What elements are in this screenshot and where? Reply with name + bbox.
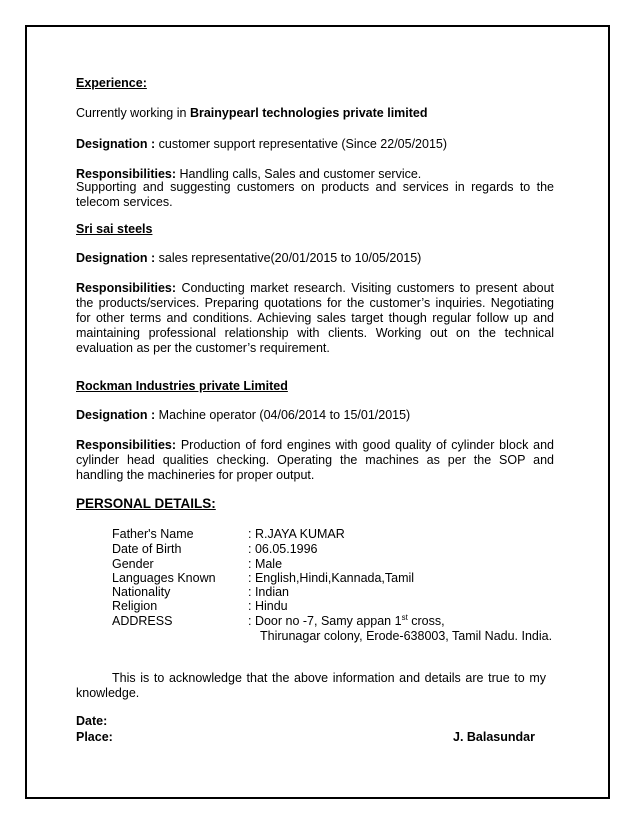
job3-company: Rockman Industries private Limited — [76, 379, 288, 393]
job2-company: Sri sai steels — [76, 222, 153, 236]
current-company: Brainypearl technologies private limited — [189, 106, 428, 120]
field-value-address — [248, 614, 445, 629]
job3-responsibilities — [76, 438, 554, 483]
address-line1: : Door no -7, Samy appan 1 — [248, 614, 402, 628]
field-label-religion: Religion — [112, 599, 158, 613]
address-line1-tail: cross, — [407, 614, 445, 628]
field-value-fathers-name: : R.JAYA KUMAR — [248, 527, 345, 541]
field-value-religion: : Hindu — [248, 599, 288, 613]
address-line2: Thirunagar colony, Erode-638003, Tamil Nadu. India. — [260, 629, 553, 643]
current-employment-line — [76, 106, 428, 121]
field-label-fathers-name: Father's Name — [112, 527, 194, 541]
job1-designation-line — [76, 137, 447, 152]
date-label: Date: — [76, 714, 108, 728]
job2-responsibilities — [76, 281, 554, 356]
field-value-dob: : 06.05.1996 — [248, 542, 318, 556]
field-value-languages: : English,Hindi,Kannada,Tamil — [248, 571, 415, 585]
designation-value: sales representative(20/01/2015 to 10/05/2015) — [158, 251, 422, 265]
responsibilities-text: Production of ford engines with good quality of cylinder block and cylinder head qualities checking. Operating the machines as per the SOP and handling the machineries for proper output. — [76, 438, 554, 482]
declaration-text: This is to acknowledge that the above information and details are true to my knowledge. — [76, 671, 546, 700]
field-label-dob: Date of Birth — [112, 542, 182, 556]
experience-heading: Experience: — [76, 76, 147, 90]
job2-designation-line — [76, 251, 421, 266]
place-label: Place: — [76, 730, 113, 744]
responsibilities-label: Responsibilities: — [76, 281, 177, 295]
current-prefix: Currently working in — [76, 106, 190, 120]
designation-label: Designation : — [76, 137, 159, 151]
job1-responsibilities-line2: Supporting and suggesting customers on products and services in regards to the telecom services. — [76, 180, 554, 209]
field-label-languages: Languages Known — [112, 571, 216, 585]
field-label-address: ADDRESS — [112, 614, 173, 628]
field-value-gender: : Male — [248, 557, 283, 571]
designation-value: customer support representative (Since 22/05/2015) — [158, 137, 448, 151]
job3-designation-line — [76, 408, 410, 423]
signature-name: J. Balasundar — [453, 730, 535, 744]
field-label-nationality: Nationality — [112, 585, 171, 599]
designation-label: Designation : — [76, 251, 159, 265]
address-superscript: st — [401, 612, 408, 622]
personal-details-heading: PERSONAL DETAILS: — [76, 496, 216, 511]
designation-value: Machine operator (04/06/2014 to 15/01/2015) — [158, 408, 411, 422]
designation-label: Designation : — [76, 408, 159, 422]
field-value-nationality: : Indian — [248, 585, 290, 599]
responsibilities-text: Handling calls, Sales and customer service. — [176, 167, 422, 181]
responsibilities-label: Responsibilities: — [76, 167, 177, 181]
responsibilities-text: Conducting market research. Visiting customers to present about the products/services. Preparing quotations for the customer’s inquiries. Negotiating for other terms and conditions. Achieving sales target though regular follow up and maintaining professional relationship with clients. Working out on the technical evaluation as per the customer’s requirement. — [76, 281, 554, 355]
field-label-gender: Gender — [112, 557, 154, 571]
responsibilities-label: Responsibilities: — [76, 438, 177, 452]
